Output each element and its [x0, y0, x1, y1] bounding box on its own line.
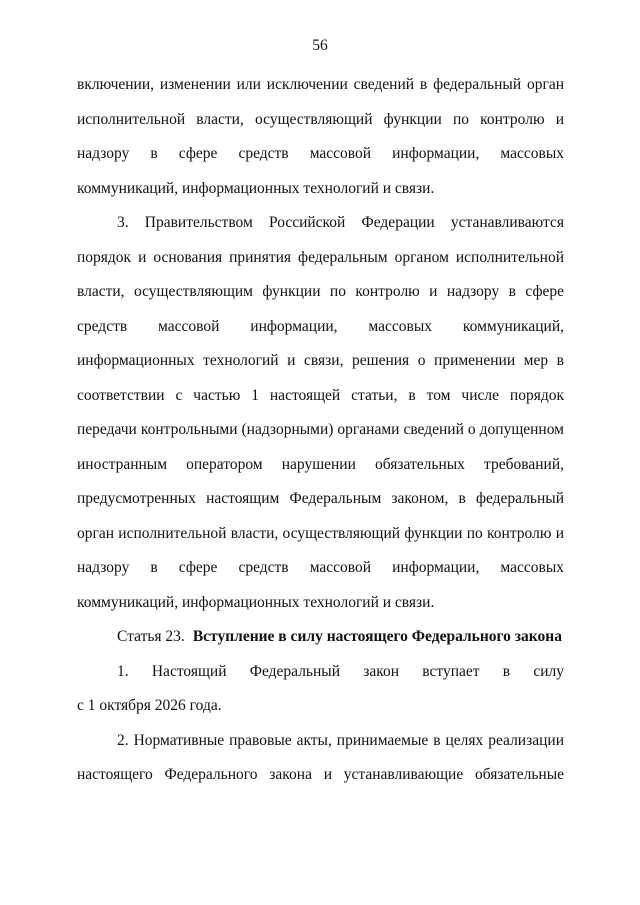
article-heading: [77, 620, 564, 655]
paragraph-continuation: включении, изменении или исключении сведений в федеральный орган исполнительной власти, осуществляющий функции по контролю и надзору в сфере средств массовой информации, массовых коммуникаций, информационных технологий и связи.: [77, 76, 564, 197]
document-body: [77, 68, 564, 793]
page-number: 56: [312, 37, 328, 54]
article-number: Статья 23.: [117, 628, 185, 645]
paragraph-clause-3: 3. Правительством Российской Федерации устанавливаются порядок и основания принятия федеральным органом исполнительной власти, осуществляющим функции по контролю и надзору в сфере средств массовой информации, массовых коммуникаций, информационных технологий и связи, решения о применении мер в соответствии с частью 1 настоящей статьи, в том числе порядок передачи контрольными (надзорными) органами сведений о допущенном иностранным оператором нарушении обязательных требований, предусмотренных настоящим Федеральным законом, в федеральный орган исполнительной власти, осуществляющий функции по контролю и надзору в сфере средств массовой информации, массовых коммуникаций, информационных технологий и связи.: [77, 214, 564, 611]
clause-1-line-1: 1. Настоящий Федеральный закон вступает в силу: [117, 662, 564, 680]
clause-2: 2. Нормативные правовые акты, принимаемые в целях реализации настоящего Федерального закона и устанавливающие обязательные: [77, 731, 564, 783]
article-title: Вступление в силу настоящего Федерального закона: [192, 628, 562, 645]
clause-1-line-2: с 1 октября 2026 года.: [77, 697, 222, 714]
